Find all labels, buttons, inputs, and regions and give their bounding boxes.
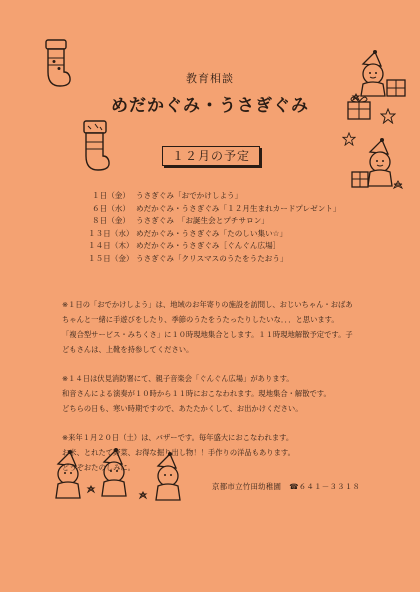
schedule-row bbox=[88, 203, 341, 216]
note-line: ※１４日は伏見消防署にて、親子音楽会「ぐんぐん広場」があります。 bbox=[62, 374, 294, 383]
schedule-row bbox=[88, 253, 341, 266]
note-line: 和音さんによる演奏が１０時から１１時におこなわれます。現地集合・解散です。 bbox=[62, 389, 331, 398]
note-line: ちゃんと一緒に手遊びをしたり、季節のうたをうたったりしたいな．．．と思います。 bbox=[62, 315, 339, 324]
schedule-row bbox=[88, 215, 341, 228]
note-paragraph bbox=[62, 297, 372, 357]
child-with-present-illustration bbox=[350, 138, 414, 200]
schedule-text: めだかぐみ・うさぎぐみ「１２月生まれカードプレゼント」 bbox=[136, 203, 341, 213]
note-line: 「複合型サービス・みちくさ」に１０時現地集合とします。１１時現地解散予定です。子 bbox=[62, 330, 353, 339]
note-line: お米、とれたて野菜、お得な掘り出し物！！手作りの洋品もあります。 bbox=[62, 448, 295, 457]
footer bbox=[212, 481, 360, 492]
paragraph-spacer bbox=[62, 416, 372, 430]
schedule-date: ８日（金） bbox=[92, 216, 130, 226]
notes-section bbox=[62, 297, 372, 475]
page-title: めだかぐみ・うさぎぐみ bbox=[111, 96, 309, 116]
note-line: どもさんは、上靴を持参してください。 bbox=[62, 345, 194, 354]
phone-number: ☎６４１－３３１８ bbox=[289, 482, 361, 491]
schedule-date: １４日（木） bbox=[88, 241, 134, 251]
schedule-text: うさぎぐみ「おでかけしよう」 bbox=[136, 191, 243, 200]
note-line: ※来年１月２０日（土）は、バザーです。毎年盛大におこなわれます。 bbox=[62, 433, 294, 442]
note-paragraph bbox=[62, 430, 372, 475]
schedule-row bbox=[88, 240, 341, 253]
paragraph-spacer bbox=[62, 357, 372, 371]
note-line: どうぞおたのしみに。 bbox=[62, 463, 135, 472]
schedule-date: １日（金） bbox=[92, 191, 130, 200]
month-schedule-heading: １２月の予定 bbox=[162, 146, 260, 166]
christmas-stocking-icon bbox=[80, 118, 114, 174]
schedule-text: うさぎぐみ 「お誕生会とプチサロン」 bbox=[136, 216, 269, 226]
schedule-row bbox=[88, 228, 341, 241]
schedule-text: めだかぐみ・うさぎぐみ［ぐんぐん広場］ bbox=[136, 241, 281, 251]
schedule-date: ６日（水） bbox=[92, 203, 130, 213]
note-line: ※１日の「おでかけしよう」は、地域のお年寄りの施設を訪問し、おじいちゃん・おばあ bbox=[62, 300, 353, 309]
note-paragraph bbox=[62, 371, 372, 416]
schedule-text: めだかぐみ・うさぎぐみ「たのしい集い☆」 bbox=[136, 228, 288, 238]
schedule-date: １５日（金） bbox=[88, 253, 134, 263]
schedule-list bbox=[88, 190, 341, 266]
header-subtitle: 教育相談 bbox=[186, 72, 234, 85]
kindergarten-name: 京都市立竹田幼稚園 bbox=[212, 482, 282, 491]
schedule-date: １３日（水） bbox=[88, 228, 134, 238]
schedule-row bbox=[88, 190, 341, 203]
note-line: どちらの日も、寒い時期ですので、あたたかくして、お出かけください。 bbox=[62, 404, 303, 413]
schedule-text: うさぎぐみ「クリスマスのうたをうたおう」 bbox=[136, 253, 288, 263]
